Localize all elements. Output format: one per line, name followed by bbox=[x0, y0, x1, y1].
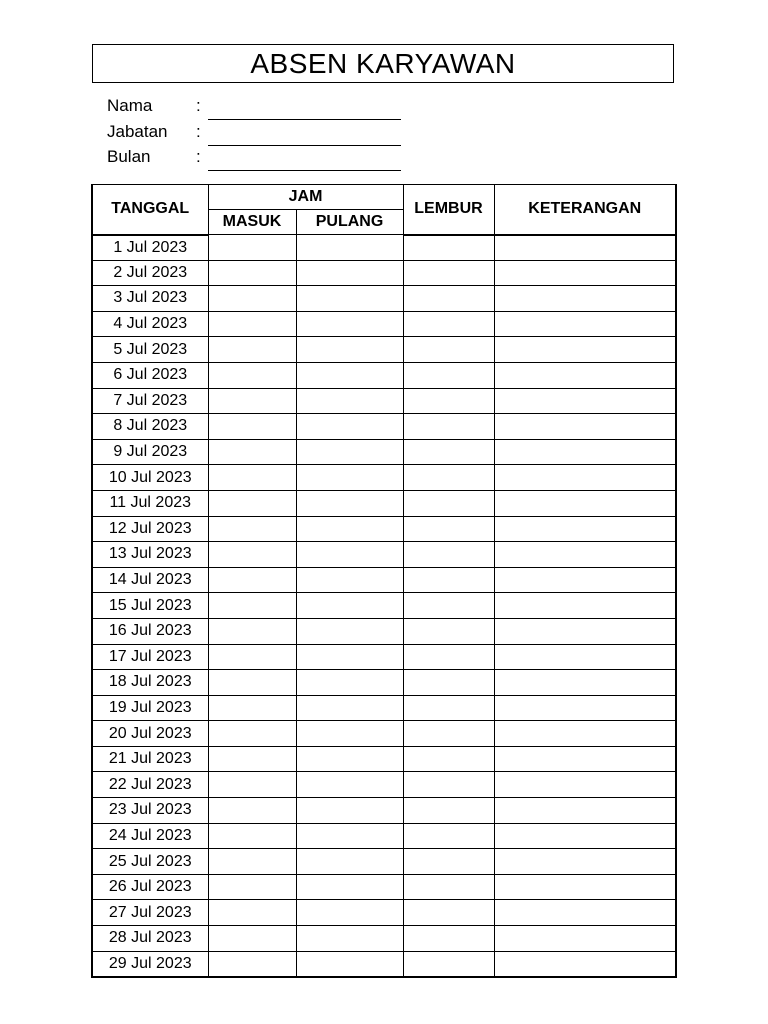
pulang-cell[interactable] bbox=[296, 772, 403, 798]
pulang-cell[interactable] bbox=[296, 926, 403, 952]
field-nama bbox=[107, 94, 407, 120]
field-colon: : bbox=[196, 121, 201, 141]
table-row bbox=[92, 388, 676, 414]
masuk-cell[interactable] bbox=[208, 490, 296, 516]
date-cell: 26 Jul 2023 bbox=[92, 874, 208, 900]
header-keterangan: KETERANGAN bbox=[494, 185, 676, 235]
date-cell: 11 Jul 2023 bbox=[92, 490, 208, 516]
table-row bbox=[92, 311, 676, 337]
lembur-cell[interactable] bbox=[403, 746, 494, 772]
table-row bbox=[92, 414, 676, 440]
keterangan-cell[interactable] bbox=[494, 644, 676, 670]
keterangan-cell[interactable] bbox=[494, 439, 676, 465]
pulang-cell[interactable] bbox=[296, 235, 403, 261]
pulang-cell[interactable] bbox=[296, 721, 403, 747]
lembur-cell[interactable] bbox=[403, 798, 494, 824]
lembur-cell[interactable] bbox=[403, 567, 494, 593]
keterangan-cell[interactable] bbox=[494, 874, 676, 900]
masuk-cell[interactable] bbox=[208, 926, 296, 952]
masuk-cell[interactable] bbox=[208, 874, 296, 900]
table-row bbox=[92, 695, 676, 721]
keterangan-cell[interactable] bbox=[494, 490, 676, 516]
masuk-cell[interactable] bbox=[208, 644, 296, 670]
date-cell: 10 Jul 2023 bbox=[92, 465, 208, 491]
pulang-cell[interactable] bbox=[296, 746, 403, 772]
lembur-cell[interactable] bbox=[403, 695, 494, 721]
date-cell: 14 Jul 2023 bbox=[92, 567, 208, 593]
masuk-cell[interactable] bbox=[208, 260, 296, 286]
masuk-cell[interactable] bbox=[208, 286, 296, 312]
keterangan-cell[interactable] bbox=[494, 593, 676, 619]
keterangan-cell[interactable] bbox=[494, 414, 676, 440]
date-cell: 12 Jul 2023 bbox=[92, 516, 208, 542]
pulang-cell[interactable] bbox=[296, 874, 403, 900]
masuk-cell[interactable] bbox=[208, 311, 296, 337]
header-tanggal: TANGGAL bbox=[92, 185, 208, 235]
table-row bbox=[92, 235, 676, 261]
table-row bbox=[92, 490, 676, 516]
header-jam: JAM bbox=[208, 185, 403, 210]
keterangan-cell[interactable] bbox=[494, 695, 676, 721]
masuk-cell[interactable] bbox=[208, 235, 296, 261]
pulang-cell[interactable] bbox=[296, 951, 403, 977]
pulang-cell[interactable] bbox=[296, 439, 403, 465]
field-colon: : bbox=[196, 96, 201, 115]
keterangan-cell[interactable] bbox=[494, 926, 676, 952]
pulang-cell[interactable] bbox=[296, 311, 403, 337]
masuk-cell[interactable] bbox=[208, 593, 296, 619]
pulang-cell[interactable] bbox=[296, 618, 403, 644]
masuk-cell[interactable] bbox=[208, 516, 296, 542]
lembur-cell[interactable] bbox=[403, 823, 494, 849]
keterangan-cell[interactable] bbox=[494, 670, 676, 696]
date-cell: 7 Jul 2023 bbox=[92, 388, 208, 414]
lembur-cell[interactable] bbox=[403, 388, 494, 414]
date-cell: 2 Jul 2023 bbox=[92, 260, 208, 286]
table-row bbox=[92, 542, 676, 568]
table-row bbox=[92, 465, 676, 491]
pulang-cell[interactable] bbox=[296, 388, 403, 414]
lembur-cell[interactable] bbox=[403, 721, 494, 747]
pulang-cell[interactable] bbox=[296, 670, 403, 696]
date-cell: 23 Jul 2023 bbox=[92, 798, 208, 824]
pulang-cell[interactable] bbox=[296, 823, 403, 849]
pulang-cell[interactable] bbox=[296, 286, 403, 312]
keterangan-cell[interactable] bbox=[494, 465, 676, 491]
lembur-cell[interactable] bbox=[403, 516, 494, 542]
pulang-cell[interactable] bbox=[296, 414, 403, 440]
date-cell: 29 Jul 2023 bbox=[92, 951, 208, 977]
lembur-cell[interactable] bbox=[403, 951, 494, 977]
masuk-cell[interactable] bbox=[208, 439, 296, 465]
keterangan-cell[interactable] bbox=[494, 235, 676, 261]
field-bulan bbox=[107, 145, 407, 171]
keterangan-cell[interactable] bbox=[494, 721, 676, 747]
masuk-cell[interactable] bbox=[208, 823, 296, 849]
lembur-cell[interactable] bbox=[403, 362, 494, 388]
date-cell: 17 Jul 2023 bbox=[92, 644, 208, 670]
masuk-cell[interactable] bbox=[208, 670, 296, 696]
lembur-cell[interactable] bbox=[403, 593, 494, 619]
pulang-cell[interactable] bbox=[296, 849, 403, 875]
lembur-cell[interactable] bbox=[403, 337, 494, 363]
table-row bbox=[92, 900, 676, 926]
lembur-cell[interactable] bbox=[403, 670, 494, 696]
table-row bbox=[92, 849, 676, 875]
lembur-cell[interactable] bbox=[403, 926, 494, 952]
masuk-cell[interactable] bbox=[208, 951, 296, 977]
field-label: Bulan bbox=[107, 147, 151, 166]
field-label: Nama bbox=[107, 96, 153, 115]
lembur-cell[interactable] bbox=[403, 644, 494, 670]
field-jabatan bbox=[107, 120, 407, 146]
masuk-cell[interactable] bbox=[208, 337, 296, 363]
keterangan-cell[interactable] bbox=[494, 823, 676, 849]
pulang-cell[interactable] bbox=[296, 362, 403, 388]
pulang-cell[interactable] bbox=[296, 900, 403, 926]
keterangan-cell[interactable] bbox=[494, 260, 676, 286]
table-row bbox=[92, 567, 676, 593]
table-row bbox=[92, 951, 676, 977]
pulang-cell[interactable] bbox=[296, 260, 403, 286]
table-row bbox=[92, 593, 676, 619]
date-cell: 18 Jul 2023 bbox=[92, 670, 208, 696]
keterangan-cell[interactable] bbox=[494, 542, 676, 568]
document-title: ABSEN KARYAWAN bbox=[92, 44, 674, 83]
date-cell: 19 Jul 2023 bbox=[92, 695, 208, 721]
field-colon: : bbox=[196, 147, 201, 166]
masuk-cell[interactable] bbox=[208, 798, 296, 824]
date-cell: 8 Jul 2023 bbox=[92, 414, 208, 440]
table-row bbox=[92, 439, 676, 465]
table-row bbox=[92, 798, 676, 824]
lembur-cell[interactable] bbox=[403, 874, 494, 900]
date-cell: 24 Jul 2023 bbox=[92, 823, 208, 849]
keterangan-cell[interactable] bbox=[494, 362, 676, 388]
table-row bbox=[92, 516, 676, 542]
bulan-field[interactable] bbox=[208, 170, 401, 171]
masuk-cell[interactable] bbox=[208, 695, 296, 721]
masuk-cell[interactable] bbox=[208, 542, 296, 568]
pulang-cell[interactable] bbox=[296, 593, 403, 619]
masuk-cell[interactable] bbox=[208, 721, 296, 747]
date-cell: 4 Jul 2023 bbox=[92, 311, 208, 337]
field-label: Jabatan bbox=[107, 121, 168, 141]
masuk-cell[interactable] bbox=[208, 618, 296, 644]
table-row bbox=[92, 823, 676, 849]
pulang-cell[interactable] bbox=[296, 337, 403, 363]
lembur-cell[interactable] bbox=[403, 772, 494, 798]
date-cell: 21 Jul 2023 bbox=[92, 746, 208, 772]
masuk-cell[interactable] bbox=[208, 414, 296, 440]
lembur-cell[interactable] bbox=[403, 311, 494, 337]
pulang-cell[interactable] bbox=[296, 644, 403, 670]
date-cell: 22 Jul 2023 bbox=[92, 772, 208, 798]
keterangan-cell[interactable] bbox=[494, 772, 676, 798]
pulang-cell[interactable] bbox=[296, 567, 403, 593]
lembur-cell[interactable] bbox=[403, 260, 494, 286]
header-lembur: LEMBUR bbox=[403, 185, 494, 235]
keterangan-cell[interactable] bbox=[494, 311, 676, 337]
table-row bbox=[92, 644, 676, 670]
attendance-rows bbox=[92, 235, 676, 977]
date-cell: 15 Jul 2023 bbox=[92, 593, 208, 619]
masuk-cell[interactable] bbox=[208, 746, 296, 772]
masuk-cell[interactable] bbox=[208, 772, 296, 798]
masuk-cell[interactable] bbox=[208, 362, 296, 388]
table-row bbox=[92, 721, 676, 747]
date-cell: 20 Jul 2023 bbox=[92, 721, 208, 747]
pulang-cell[interactable] bbox=[296, 490, 403, 516]
keterangan-cell[interactable] bbox=[494, 746, 676, 772]
keterangan-cell[interactable] bbox=[494, 798, 676, 824]
lembur-cell[interactable] bbox=[403, 542, 494, 568]
date-cell: 3 Jul 2023 bbox=[92, 286, 208, 312]
date-cell: 28 Jul 2023 bbox=[92, 926, 208, 952]
masuk-cell[interactable] bbox=[208, 567, 296, 593]
lembur-cell[interactable] bbox=[403, 490, 494, 516]
keterangan-cell[interactable] bbox=[494, 286, 676, 312]
masuk-cell[interactable] bbox=[208, 465, 296, 491]
date-cell: 6 Jul 2023 bbox=[92, 362, 208, 388]
table-row bbox=[92, 260, 676, 286]
table-row bbox=[92, 337, 676, 363]
table-row bbox=[92, 874, 676, 900]
table-row bbox=[92, 362, 676, 388]
lembur-cell[interactable] bbox=[403, 849, 494, 875]
date-cell: 1 Jul 2023 bbox=[92, 235, 208, 261]
table-row bbox=[92, 670, 676, 696]
keterangan-cell[interactable] bbox=[494, 516, 676, 542]
table-row bbox=[92, 746, 676, 772]
lembur-cell[interactable] bbox=[403, 439, 494, 465]
header-pulang: PULANG bbox=[296, 210, 403, 235]
pulang-cell[interactable] bbox=[296, 542, 403, 568]
lembur-cell[interactable] bbox=[403, 235, 494, 261]
table-row bbox=[92, 772, 676, 798]
lembur-cell[interactable] bbox=[403, 414, 494, 440]
keterangan-cell[interactable] bbox=[494, 951, 676, 977]
table-row bbox=[92, 926, 676, 952]
table-row bbox=[92, 618, 676, 644]
keterangan-cell[interactable] bbox=[494, 849, 676, 875]
employee-info bbox=[107, 94, 407, 171]
keterangan-cell[interactable] bbox=[494, 900, 676, 926]
pulang-cell[interactable] bbox=[296, 695, 403, 721]
masuk-cell[interactable] bbox=[208, 849, 296, 875]
pulang-cell[interactable] bbox=[296, 798, 403, 824]
date-cell: 25 Jul 2023 bbox=[92, 849, 208, 875]
table-row bbox=[92, 286, 676, 312]
lembur-cell[interactable] bbox=[403, 900, 494, 926]
keterangan-cell[interactable] bbox=[494, 337, 676, 363]
keterangan-cell[interactable] bbox=[494, 618, 676, 644]
pulang-cell[interactable] bbox=[296, 465, 403, 491]
keterangan-cell[interactable] bbox=[494, 567, 676, 593]
header-masuk: MASUK bbox=[208, 210, 296, 235]
lembur-cell[interactable] bbox=[403, 465, 494, 491]
date-cell: 5 Jul 2023 bbox=[92, 337, 208, 363]
lembur-cell[interactable] bbox=[403, 618, 494, 644]
masuk-cell[interactable] bbox=[208, 388, 296, 414]
lembur-cell[interactable] bbox=[403, 286, 494, 312]
date-cell: 9 Jul 2023 bbox=[92, 439, 208, 465]
date-cell: 27 Jul 2023 bbox=[92, 900, 208, 926]
attendance-table bbox=[91, 184, 677, 978]
date-cell: 13 Jul 2023 bbox=[92, 542, 208, 568]
pulang-cell[interactable] bbox=[296, 516, 403, 542]
keterangan-cell[interactable] bbox=[494, 388, 676, 414]
date-cell: 16 Jul 2023 bbox=[92, 618, 208, 644]
masuk-cell[interactable] bbox=[208, 900, 296, 926]
